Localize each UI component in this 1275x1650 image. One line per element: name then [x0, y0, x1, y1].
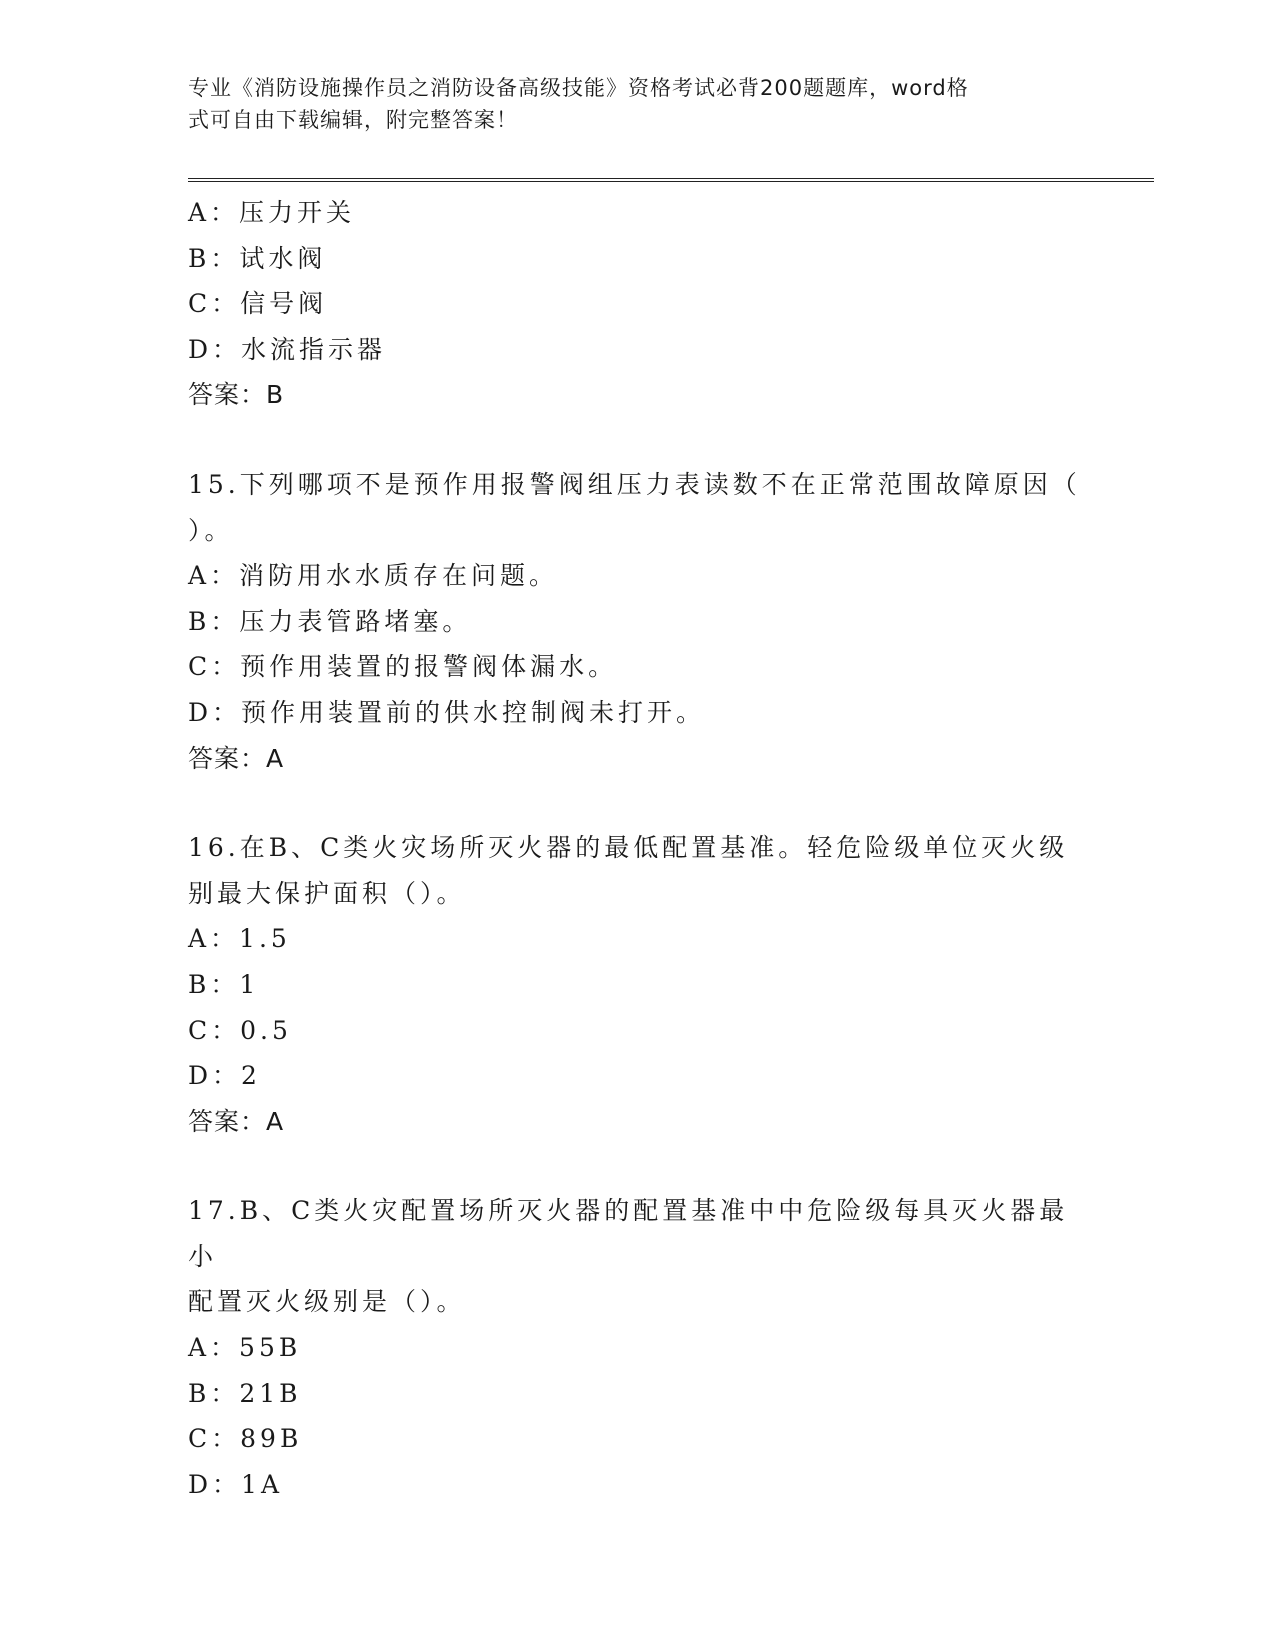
option-c: C：信号阀: [188, 289, 328, 319]
question-stem-line-1: 15.下列哪项不是预作用报警阀组压力表读数不在正常范围故障原因（: [188, 469, 1081, 499]
document-header: [188, 72, 1068, 136]
option-a: A：55B: [188, 1333, 302, 1363]
question-stem-line-2: 配置灭火级别是（）。: [188, 1287, 466, 1317]
question-15: [188, 462, 1088, 781]
option-a: A：1.5: [188, 924, 291, 954]
header-line-2: 式可自由下载编辑，附完整答案！: [188, 108, 518, 132]
question-stem-line-1: 17.B、C类火灾配置场所灭火器的配置基准中中危险级每具灭火器最小: [188, 1196, 1069, 1271]
question-stem-line-2: 别最大保护面积（）。: [188, 878, 466, 908]
option-b: B：21B: [188, 1378, 302, 1408]
option-d: D：1A: [188, 1469, 284, 1499]
option-a: A：压力开关: [188, 198, 356, 227]
option-b: B：压力表管路堵塞。: [188, 606, 472, 636]
answer: 答案：A: [188, 743, 285, 773]
answer: 答案：A: [188, 1106, 285, 1136]
option-b: B：1: [188, 969, 260, 999]
question-14: [188, 190, 1088, 418]
answer: 答案：B: [188, 380, 285, 410]
header-divider: [188, 178, 1154, 182]
option-a: A：消防用水水质存在问题。: [188, 561, 559, 591]
option-b: B：试水阀: [188, 243, 327, 273]
question-17: [188, 1188, 1088, 1507]
question-16: [188, 825, 1088, 1144]
question-stem-line-1: 16.在B、C类火灾场所灭火器的最低配置基准。轻危险级单位灭火级: [188, 833, 1069, 863]
option-d: D：2: [188, 1061, 261, 1091]
option-c: C：预作用装置的报警阀体漏水。: [188, 652, 618, 682]
option-c: C：89B: [188, 1424, 303, 1454]
question-stem-line-2: ）。: [188, 515, 234, 545]
header-line-1: 专业《消防设施操作员之消防设备高级技能》资格考试必背200题题库，word格: [188, 76, 969, 100]
option-c: C：0.5: [188, 1015, 292, 1045]
option-d: D：预作用装置前的供水控制阀未打开。: [188, 697, 706, 727]
option-d: D：水流指示器: [188, 334, 387, 364]
question-list: [188, 190, 1088, 1551]
